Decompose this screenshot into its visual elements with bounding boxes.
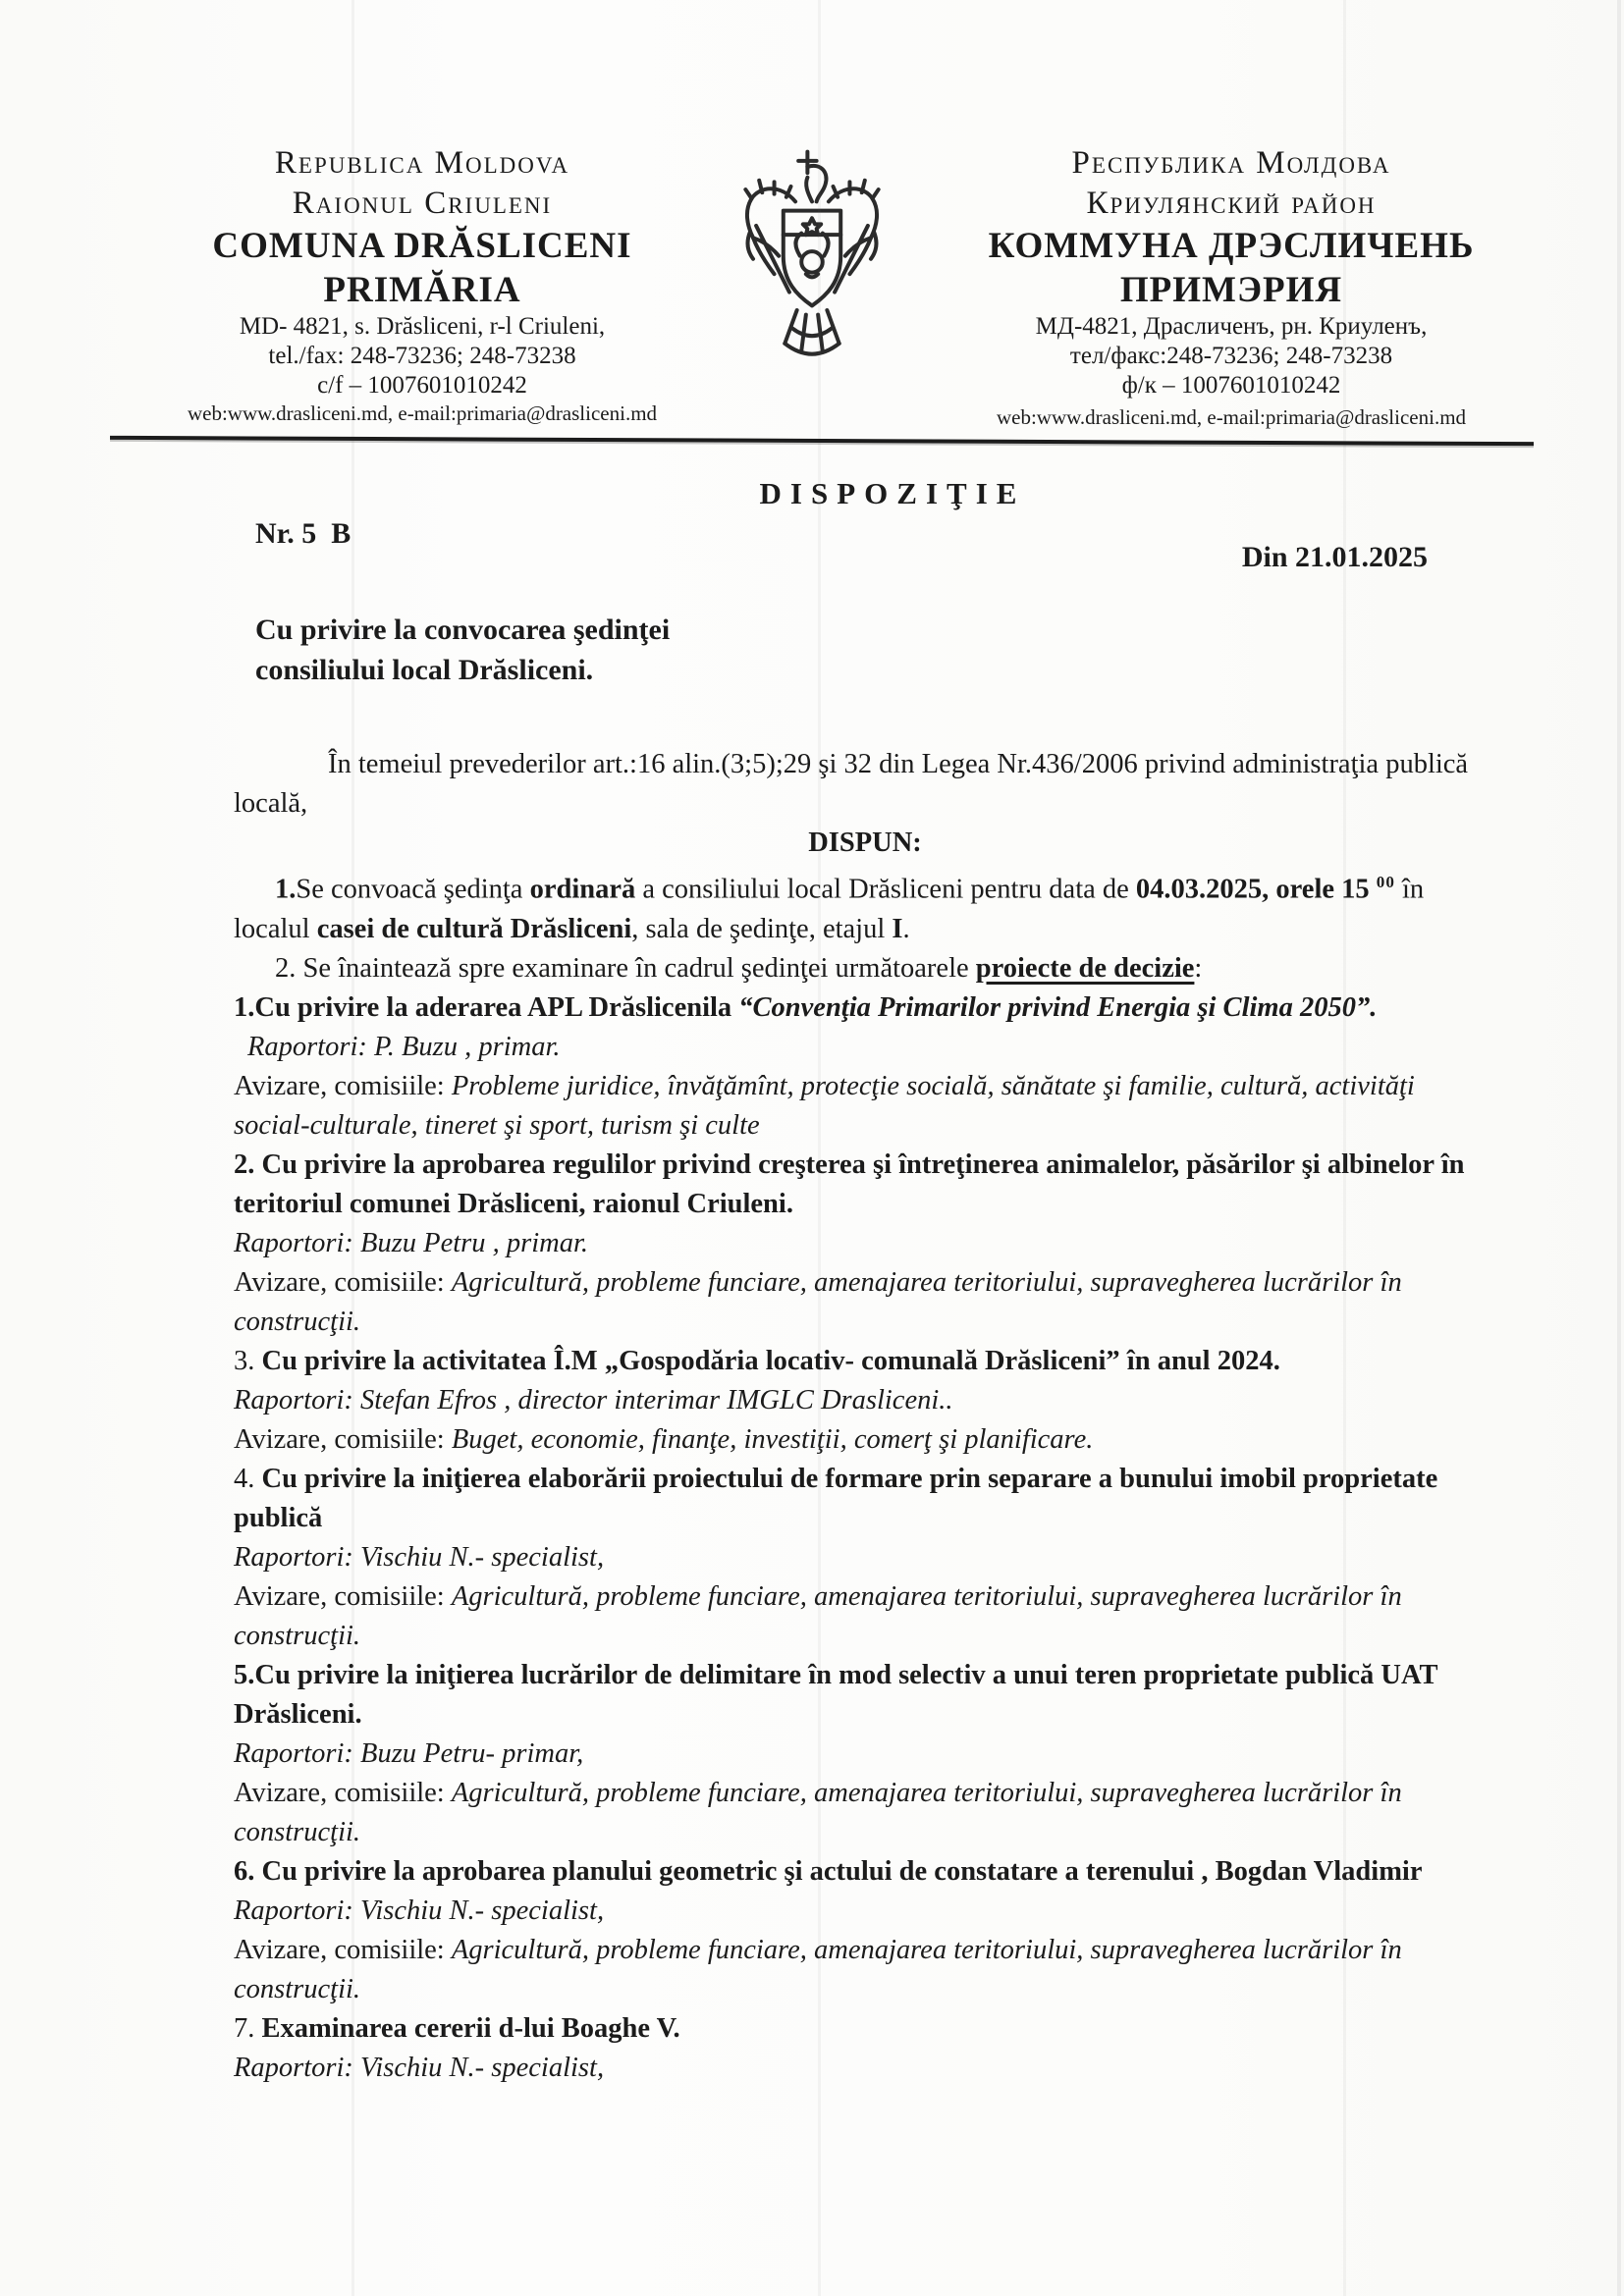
paragraph <box>234 1263 1496 1342</box>
postal-address-ro: MD- 4821, s. Drăsliceni, r-l Criuleni, <box>239 313 606 340</box>
paragraph <box>234 1460 1496 1538</box>
text-segment: 5.Cu privire la iniţierea lucrărilor de delimitare în mod selectiv a unui teren proprietate publică UAT Drăsliceni. <box>234 1659 1437 1730</box>
text-segment: Raportori: Vischiu N.- specialist, <box>234 1541 605 1573</box>
text-segment: Avizare, comisiile: <box>234 1070 452 1101</box>
text-segment: Raportori: Buzu Petru , primar. <box>234 1227 589 1258</box>
phone-fax-ru: тел/факс:248-73236; 248-73238 <box>1069 343 1393 369</box>
letterhead <box>0 0 1624 431</box>
text-segment: Avizare, comisiile: <box>234 1777 452 1808</box>
number-date-row <box>234 517 1492 574</box>
letterhead-right-russian <box>917 143 1545 431</box>
text-segment: . <box>902 913 910 944</box>
paragraph <box>234 1656 1496 1735</box>
text-segment: În temeiul prevederilor art.:16 alin.(3;5);29 şi 32 din Legea Nr.436/2006 privind administraţia publică locală, <box>234 749 1469 819</box>
office-name-ru: ПРИМЭРИЯ <box>1119 270 1343 310</box>
text-segment: I <box>892 913 903 944</box>
paragraph <box>234 863 1496 949</box>
web-email-ru: web:www.drasliceni.md, e-mail:primaria@drasliceni.md <box>996 405 1467 429</box>
text-segment: 4. <box>234 1463 262 1494</box>
coat-of-arms-drawing <box>729 147 895 389</box>
paragraph <box>234 1342 1496 1381</box>
text-segment: Cu privire la iniţierea elaborării proiectului de formare prin separare a bunului imobil proprietate publică <box>234 1463 1438 1533</box>
text-segment: DISPUN: <box>808 828 922 858</box>
text-segment: Buget, economie, finanţe, investiţii, comerţ şi planificare. <box>451 1423 1094 1455</box>
paragraph <box>234 2009 1496 2049</box>
paragraph <box>234 1381 1496 1420</box>
document-subject <box>255 610 1492 690</box>
paragraph <box>234 1931 1496 2009</box>
fiscal-code-ru: ф/к – 1007601010242 <box>1121 372 1341 399</box>
text-segment: 1.Cu privire la aderarea APL Drăslicenila <box>234 991 739 1023</box>
text-segment: Avizare, comisiile: <box>234 1266 452 1298</box>
text-segment: “Convenţia Primarilor privind Energia şi Clima 2050”. <box>738 991 1378 1023</box>
text-segment: 2. Cu privire la aprobarea regulilor privind creşterea şi întreţinerea animalelor, păsărilor şi albinelor în teritoriul comunei Drăsliceni, raionul Criuleni. <box>234 1148 1465 1219</box>
text-segment: a consiliului local Drăsliceni pentru data de <box>635 874 1136 905</box>
moldova-coat-of-arms-icon <box>707 143 917 389</box>
text-segment: 1. <box>275 874 297 905</box>
text-segment: 00 <box>1376 873 1395 891</box>
text-segment: ordinară <box>529 874 636 905</box>
text-segment: Raportori: Vischiu N.- specialist, <box>234 1895 605 1926</box>
text-segment: Agricultură, probleme funciare, amenajarea teritoriului, supravegherea lucrărilor în construcţii. <box>234 1580 1402 1651</box>
paragraph <box>234 1028 1496 1067</box>
web-email-ro: web:www.drasliceni.md, e-mail:primaria@drasliceni.md <box>187 401 658 425</box>
paragraph <box>234 949 1496 988</box>
text-segment: casei de cultură Drăsliceni <box>316 913 632 944</box>
paragraph <box>234 1774 1496 1852</box>
document-body <box>0 690 1624 2088</box>
paragraph <box>234 745 1496 824</box>
text-segment: : <box>1194 952 1203 984</box>
country-name-ro: Republica Moldova <box>274 145 570 181</box>
paragraph <box>234 824 1496 863</box>
paragraph <box>234 988 1496 1028</box>
text-segment: Agricultură, probleme funciare, amenajarea teritoriului, supravegherea lucrărilor în construcţii. <box>234 1777 1402 1847</box>
scan-edge-shadow <box>1617 0 1621 2296</box>
district-name-ro: Raionul Criuleni <box>292 186 553 221</box>
scan-fold-line <box>818 0 821 2296</box>
text-segment: Raportori: P. Buzu , primar. <box>247 1031 561 1062</box>
text-segment: Cu privire la activitatea Î.M „Gospodăria locativ- comunală Drăsliceni” în anul 2024. <box>261 1345 1280 1376</box>
text-segment: Agricultură, probleme funciare, amenajarea teritoriului, supravegherea lucrărilor în construcţii. <box>234 1934 1402 2004</box>
text-segment: Agricultură, probleme funciare, amenajarea teritoriului, supravegherea lucrărilor în construcţii. <box>234 1266 1402 1337</box>
text-segment: 6. Cu privire la aprobarea planului geometric şi actului de constatare a terenului , Bogdan Vladimir <box>234 1855 1423 1887</box>
document-number: Nr. 5 B <box>255 517 352 550</box>
paragraph <box>234 1420 1496 1460</box>
paragraph <box>234 2049 1496 2088</box>
scan-fold-line <box>1343 0 1346 2296</box>
scan-fold-line <box>352 0 354 2296</box>
text-segment: Examinarea cererii d-lui Boaghe V. <box>261 2012 680 2044</box>
paragraph <box>234 1735 1496 1774</box>
text-segment: 3. <box>234 1345 262 1376</box>
text-segment: 7. <box>234 2012 262 2044</box>
phone-fax-ro: tel./fax: 248-73236; 248-73238 <box>268 343 576 369</box>
commune-name-ru: КОММУНА ДРЭСЛИЧЕНЬ <box>988 226 1475 266</box>
document-title-block <box>0 431 1624 690</box>
text-segment: 2. Se înaintează spre examinare în cadrul şedinţei următoarele <box>275 952 976 984</box>
document-type-title: DISPOZIŢIE <box>759 476 1026 510</box>
text-segment: Avizare, comisiile: <box>234 1423 452 1455</box>
letterhead-left-romanian <box>137 143 707 427</box>
fiscal-code-ro: c/f – 1007601010242 <box>317 372 527 399</box>
text-segment: Raportori: Vischiu N.- specialist, <box>234 2052 605 2083</box>
text-segment: Se convoacă şedinţa <box>296 874 530 905</box>
subject-line-2: consiliului local Drăsliceni. <box>255 654 594 686</box>
country-name-ru: Республика Молдова <box>1071 145 1391 181</box>
office-name-ro: PRIMĂRIA <box>323 270 521 310</box>
paragraph <box>234 1146 1496 1224</box>
text-segment: Avizare, comisiile: <box>234 1934 452 1965</box>
postal-address-ru: МД-4821, Драсличенъ, рн. Криуленъ, <box>1035 313 1428 340</box>
paragraph <box>234 1224 1496 1263</box>
subject-line-1: Cu privire la convocarea şedinţei <box>255 614 671 646</box>
text-segment: Raportori: Buzu Petru- primar, <box>234 1737 584 1769</box>
text-segment: Probleme juridice, învăţămînt, protecţie socială, sănătate şi familie, cultură, activităţi social-culturale, tineret şi sport, turism şi culte <box>234 1070 1415 1141</box>
text-segment: Raportori: Stefan Efros , director interimar IMGLC Drasliceni.. <box>234 1384 953 1415</box>
paragraph <box>234 1852 1496 1892</box>
text-segment: în localul <box>234 874 1425 944</box>
text-segment: Avizare, comisiile: <box>234 1580 452 1612</box>
commune-name-ro: COMUNA DRĂSLICENI <box>212 226 632 266</box>
text-segment: , sala de şedinţe, etajul <box>631 913 893 944</box>
district-name-ru: Криулянский район <box>1086 186 1377 221</box>
paragraph <box>234 1892 1496 1931</box>
text-segment: 04.03.2025, orele 15 <box>1135 874 1377 905</box>
paragraph <box>234 1538 1496 1577</box>
paragraph <box>234 1067 1496 1146</box>
text-segment: proiecte de decizie <box>975 952 1195 984</box>
paragraph <box>234 1577 1496 1656</box>
document-date: Din 21.01.2025 <box>1241 541 1428 573</box>
